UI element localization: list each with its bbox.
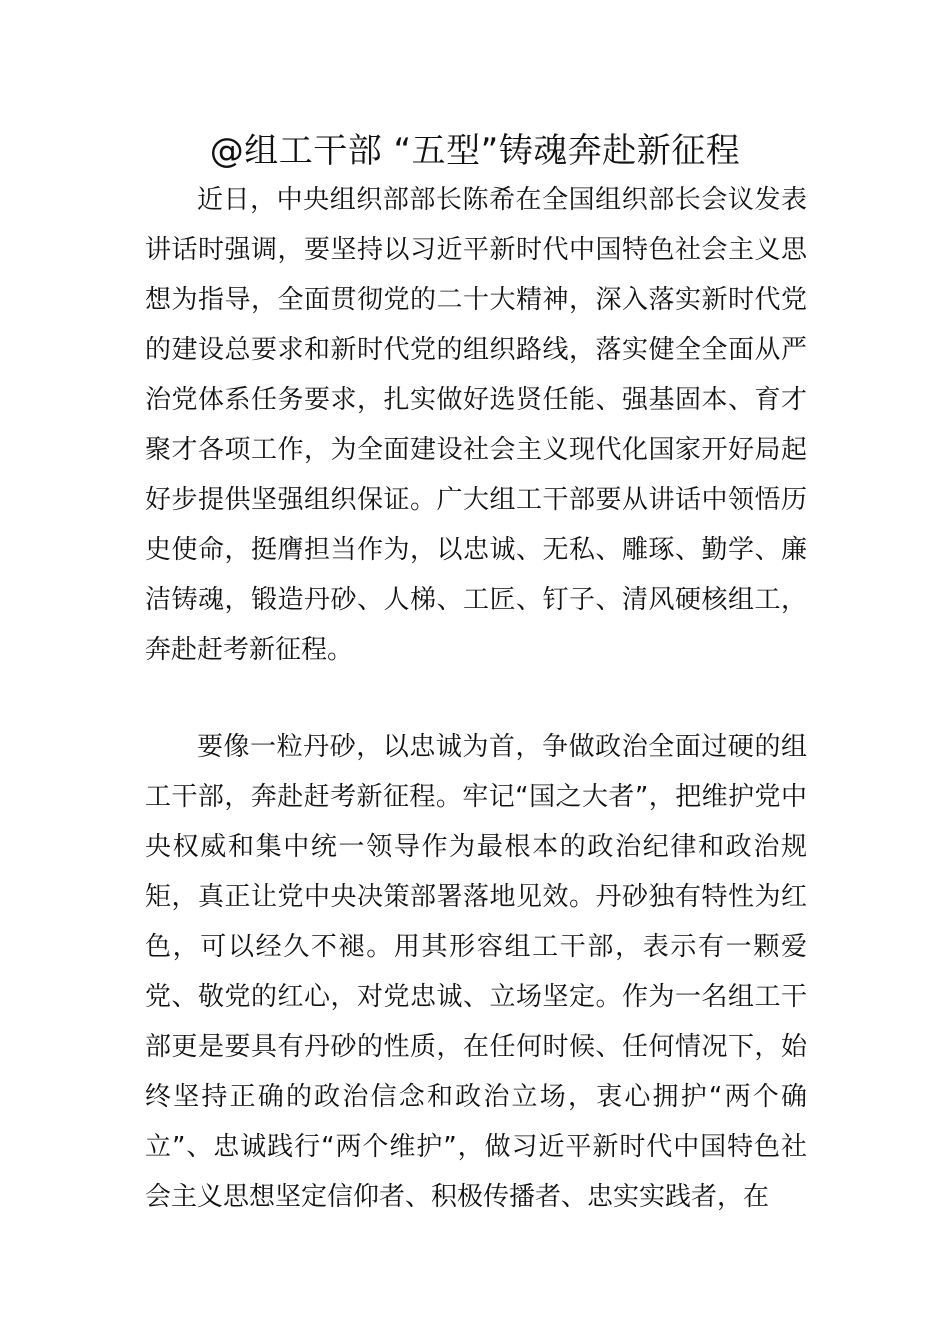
paragraph-intro: 近日，中央组织部部长陈希在全国组织部长会议发表讲话时强调，要坚持以习近平新时代中国特色社会主义思想为指导，全面贯彻党的二十大精神，深入落实新时代党的建设总要求和新时代党的组织路线，落实健全全面从严治党体系任务要求，扎实做好选贤任能、强基固本、育才聚才各项工作，为全面建设社会主义现代化国家开好局起好步提供坚强组织保证。广大组工干部要从讲话中领悟历史使命，挺膺担当作为，以忠诚、无私、雕琢、勤学、廉洁铸魂，锻造丹砂、人梯、工匠、钉子、清风硬核组工，奔赴赶考新征程。 [145,185,807,665]
document-title: @组工干部 “五型”铸魂奔赴新征程 [209,131,741,171]
paragraph-dansha: 要像一粒丹砂，以忠诚为首，争做政治全面过硬的组工干部，奔赴赶考新征程。牢记“国之大者”，把维护党中央权威和集中统一领导作为最根本的政治纪律和政治规矩，真正让党中央决策部署落地见效。丹砂独有特性为红色，可以经久不褪。用其形容组工干部，表示有一颗爱党、敬党的红心，对党忠诚、立场坚定。作为一名组工干部更是要具有丹砂的性质，在任何时候、任何情况下，始终坚持正确的政治信念和政治立场，衷心拥护“两个确立”、忠诚践行“两个维护”，做习近平新时代中国特色社会主义思想坚定信仰者、积极传播者、忠实实践者，在 [145,732,807,1212]
